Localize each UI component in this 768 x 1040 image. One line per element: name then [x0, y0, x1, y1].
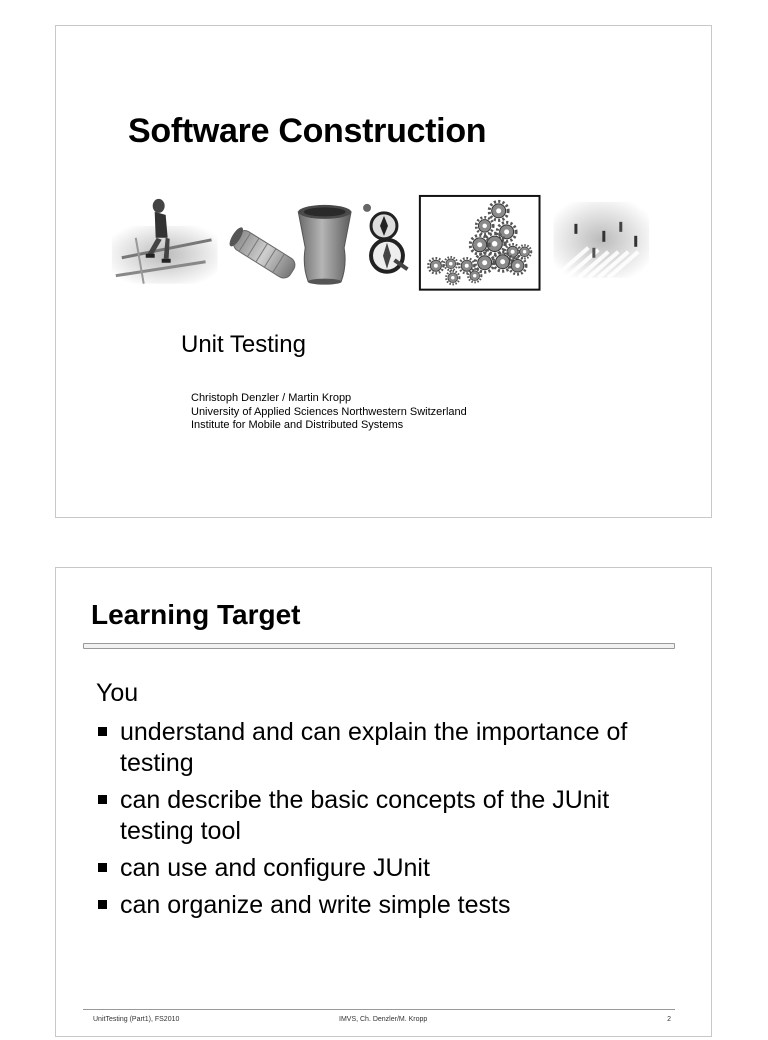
slide-title: Learning Target	[91, 599, 301, 630]
footer-course: UnitTesting (Part1), FS2010	[93, 1016, 180, 1023]
title-divider	[83, 643, 675, 649]
author-line: University of Applied Sciences Northwestern Switzerland	[191, 405, 467, 418]
image-strip	[56, 26, 711, 326]
intro-text: You	[96, 679, 139, 707]
list-item-text: can use and configure JUnit	[120, 854, 430, 882]
slide-footer	[83, 1009, 675, 1040]
compass-photo	[360, 194, 415, 288]
list-item	[96, 890, 676, 921]
square-bullet-icon	[98, 727, 107, 736]
square-bullet-icon	[98, 795, 107, 804]
slide-title: Software Construction	[128, 112, 487, 150]
list-item-text: understand and can explain the importance of testing	[120, 718, 628, 777]
footer-authors: IMVS, Ch. Denzler/M. Kropp	[339, 1016, 428, 1023]
list-item-text: can describe the basic concepts of the JUnit testing tool	[120, 786, 610, 845]
wooden-mortar-photo	[298, 205, 351, 285]
author-line: Christoph Denzler / Martin Kropp	[191, 392, 352, 404]
author-block	[191, 392, 467, 433]
bullet-list	[96, 717, 676, 927]
list-item-text: can organize and write simple tests	[120, 891, 511, 919]
square-bullet-icon	[98, 863, 107, 872]
rope-roll-photo	[227, 225, 298, 281]
slide-2	[55, 567, 712, 1037]
slide-1	[55, 25, 712, 518]
slide-subtitle: Unit Testing	[181, 331, 306, 358]
square-bullet-icon	[98, 900, 107, 909]
jumping-person-photo	[112, 199, 218, 284]
author-line: Institute for Mobile and Distributed Systems	[191, 419, 404, 431]
list-item	[96, 717, 676, 779]
crosswalk-photo	[553, 202, 649, 278]
page-number: 2	[667, 1016, 671, 1023]
list-item	[96, 785, 676, 847]
gears-photo	[420, 196, 540, 290]
list-item	[96, 853, 676, 884]
